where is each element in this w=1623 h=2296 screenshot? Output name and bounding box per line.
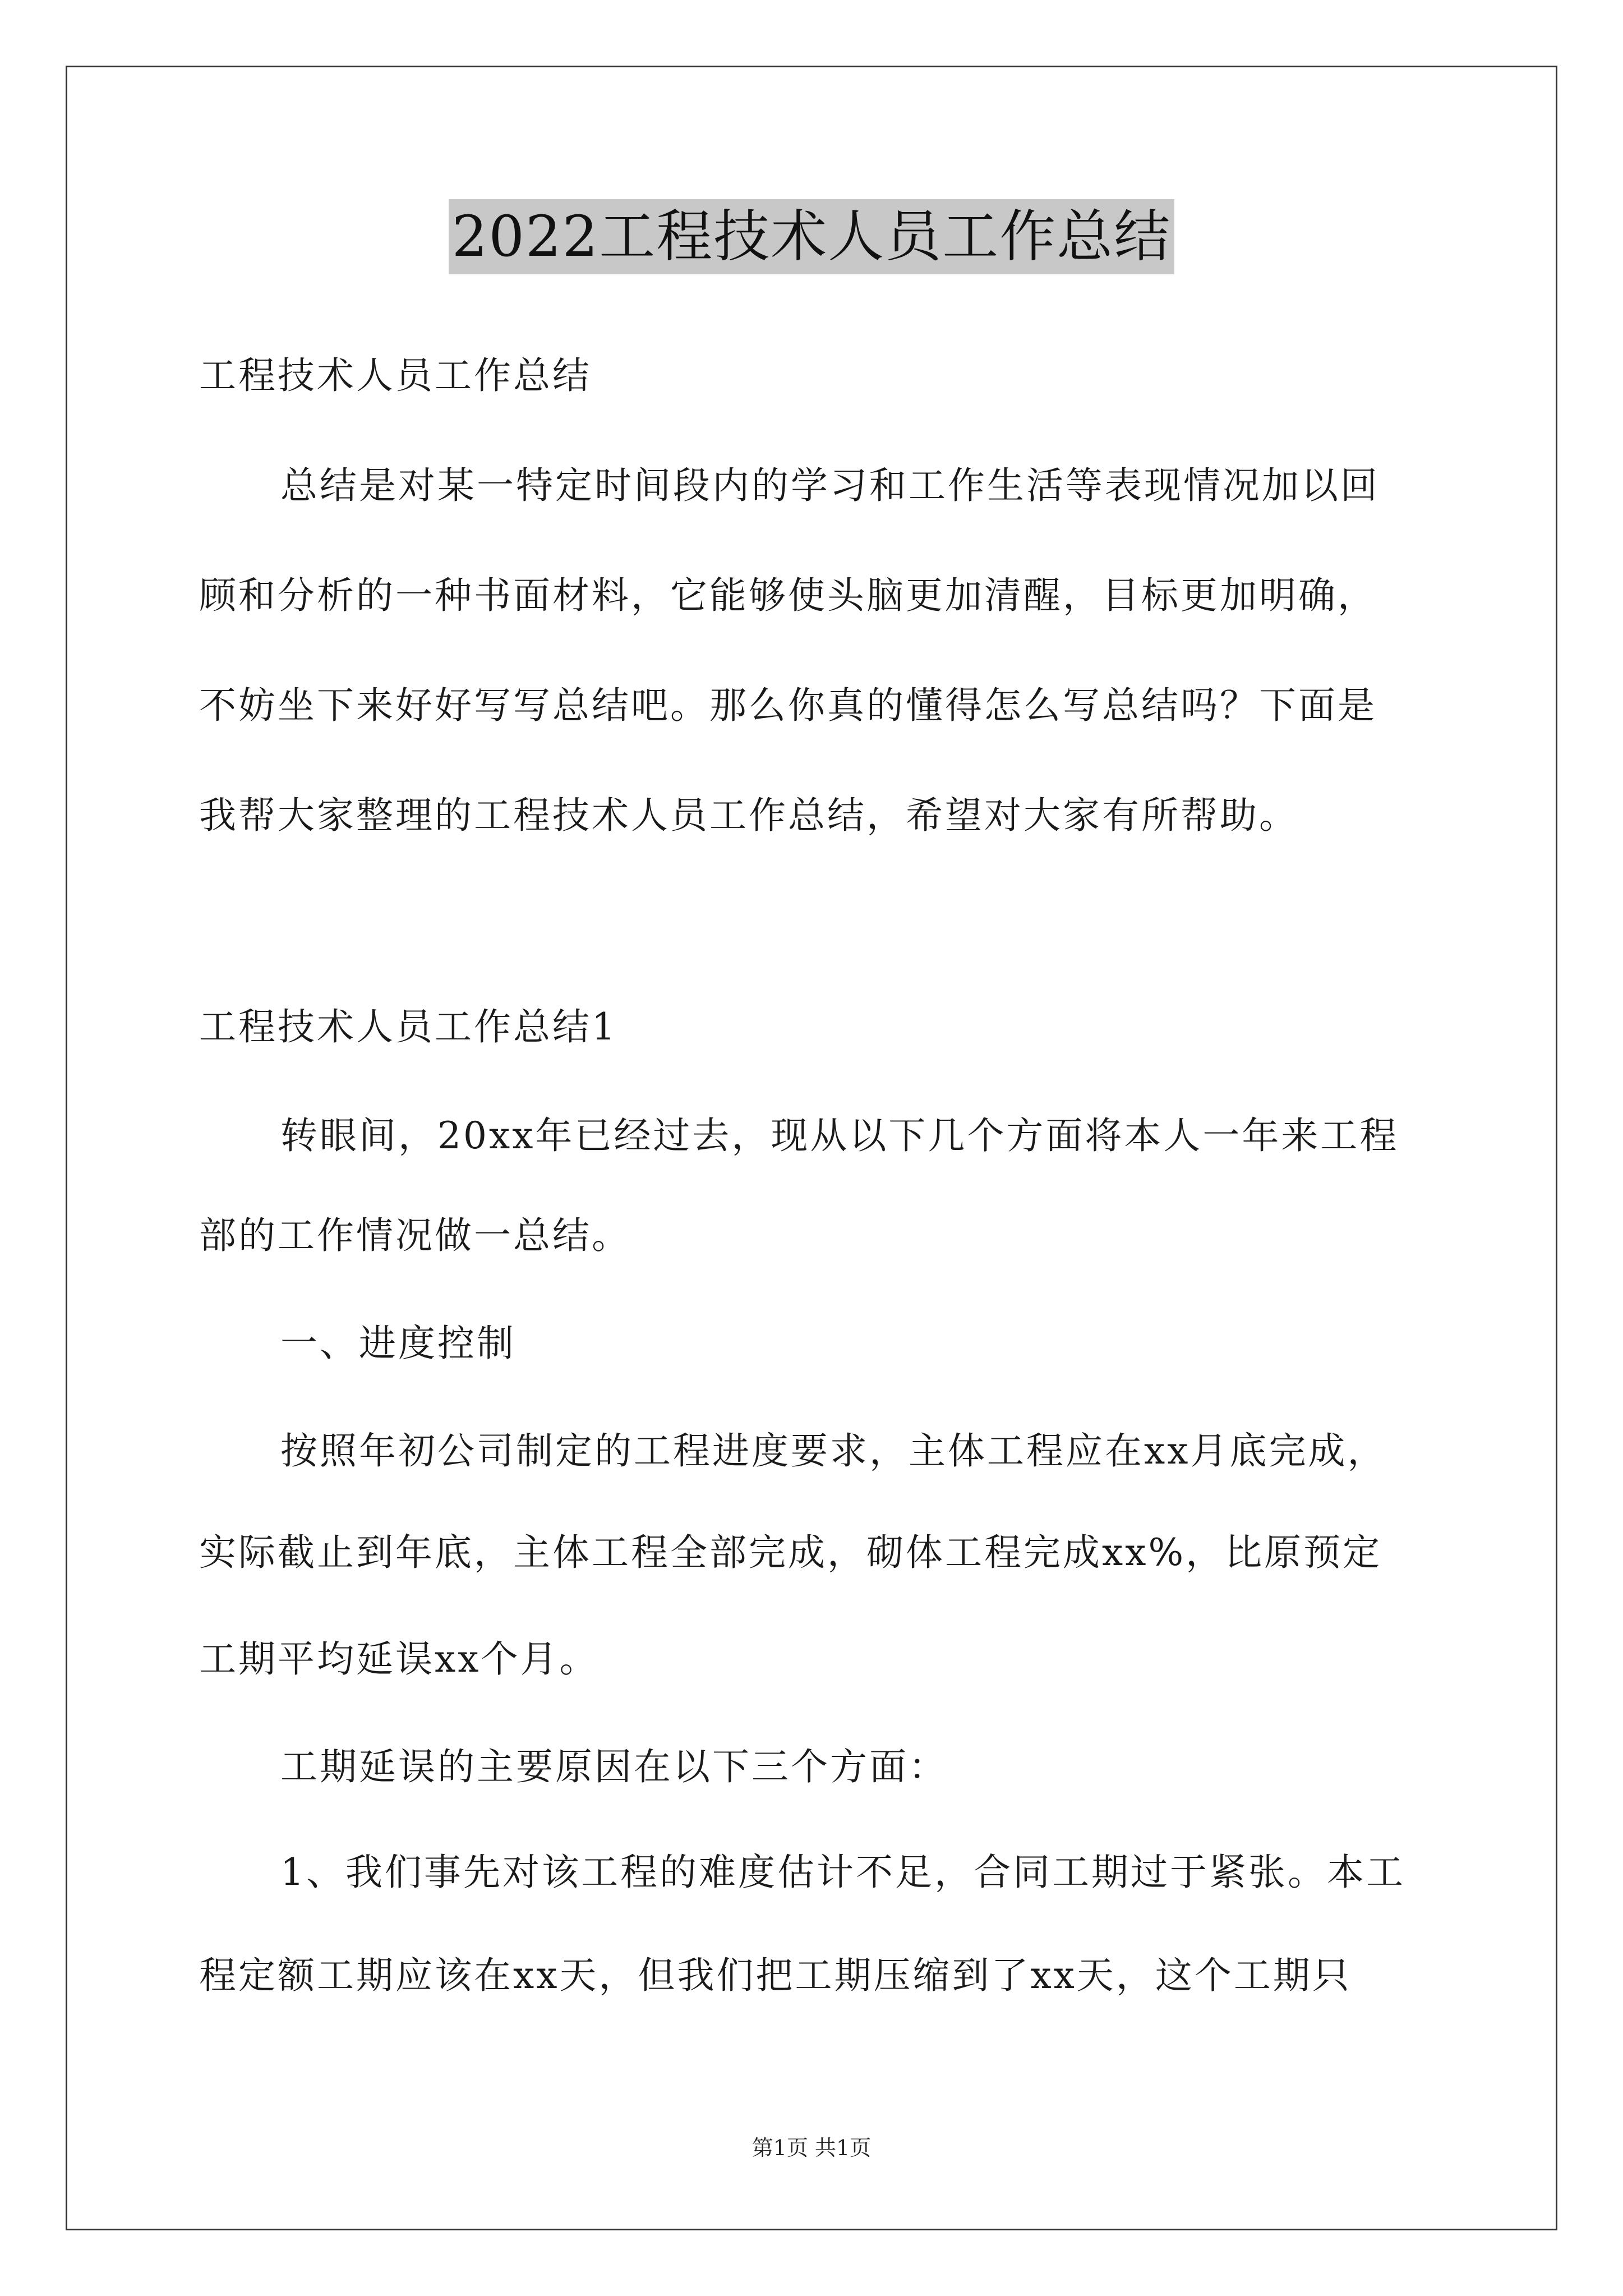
- body-line: 程定额工期应该在xx天，但我们把工期压缩到了xx天，这个工期只: [199, 1954, 1352, 1997]
- body-line: 工期延误的主要原因在以下三个方面：: [280, 1745, 948, 1788]
- body-line: 顾和分析的一种书面材料，它能够使头脑更加清醒，目标更加明确，: [199, 574, 1377, 617]
- body-line: 1、我们事先对该工程的难度估计不足，合同工期过于紧张。本工: [280, 1851, 1405, 1894]
- body-line: 转眼间，20xx年已经过去，现从以下几个方面将本人一年来工程: [280, 1114, 1399, 1157]
- document-title: 2022工程技术人员工作总结: [449, 199, 1175, 274]
- body-line: 工期平均延误xx个月。: [199, 1637, 599, 1681]
- body-line: 总结是对某一特定时间段内的学习和工作生活等表现情况加以回: [280, 464, 1380, 507]
- page-footer: 第1页 共1页: [751, 2136, 872, 2160]
- body-line: 实际截止到年底，主体工程全部完成，砌体工程完成xx%，比原预定: [199, 1531, 1382, 1574]
- subtitle: 工程技术人员工作总结: [199, 354, 592, 397]
- body-line: 我帮大家整理的工程技术人员工作总结，希望对大家有所帮助。: [199, 794, 1298, 837]
- body-line: 部的工作情况做一总结。: [199, 1214, 631, 1257]
- title-container: [0, 199, 1623, 274]
- section-heading: 工程技术人员工作总结1: [199, 1005, 617, 1048]
- subsection-heading: 一、进度控制: [280, 1322, 516, 1365]
- body-line: 按照年初公司制定的工程进度要求，主体工程应在xx月底完成，: [280, 1429, 1387, 1473]
- body-line: 不妨坐下来好好写写总结吧。那么你真的懂得怎么写总结吗？下面是: [199, 684, 1377, 727]
